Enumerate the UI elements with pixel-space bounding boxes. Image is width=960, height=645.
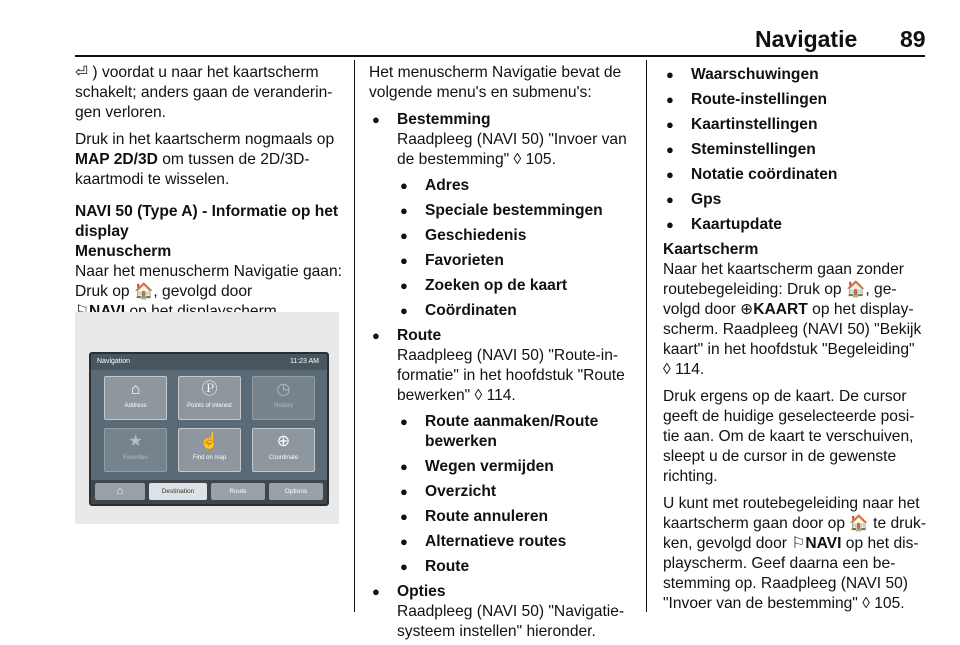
paragraph-2: Druk in het kaartscherm nogmaals op MAP 2D/3D om tussen de 2D/3D- kaartmodi te wisselen. [75, 131, 335, 188]
column-3 [663, 63, 927, 621]
page-number: 89 [900, 26, 926, 52]
column-divider-2 [646, 60, 647, 612]
submenu-list [397, 412, 635, 577]
list-item: ● Gps [663, 190, 927, 210]
subsection-heading: Menuscherm [75, 243, 172, 260]
screen-title: Navigation [97, 358, 131, 365]
submenu-list [397, 176, 635, 321]
bar-home-button[interactable]: ⌂ [95, 483, 145, 500]
list-item: ● Speciale bestemmingen [397, 201, 635, 221]
header-rule [75, 55, 925, 57]
bar-options-button[interactable]: Options [269, 483, 323, 500]
paragraph-3: U kunt met routebegeleiding naar het kaartscherm gaan door op 🏠 te druk- ken, gevolgd door ⚐NAVI op het dis- playscherm. Geef daarna een be- stemming op. Raadpleeg (NAVI 50) "Invoer van de bestemming" ◊ 105. [663, 495, 927, 612]
list-item: ● Route [397, 557, 635, 577]
clock-icon: ◷ [276, 381, 291, 398]
list-item: ● Adres [397, 176, 635, 196]
paragraph-1: Naar het kaartscherm gaan zonder routebegeleiding: Druk op 🏠, ge- volgd door ⊕KAART op het display- scherm. Raadpleeg (NAVI 50) "Bekijk kaart" in het hoofdstuk "Begeleiding" ◊ 114. [663, 261, 922, 378]
column-2 [369, 63, 635, 645]
menu-intro: Het menuscherm Navigatie bevat de volgende menu's en submenu's: [369, 64, 622, 101]
page-ref-icon: ◊ [474, 387, 483, 404]
tile-find-on-map[interactable]: ☝ Find on map [178, 428, 241, 472]
tile-coordinate[interactable]: ⊕ Coordinate [252, 428, 315, 472]
navigation-screenshot [75, 312, 339, 524]
star-icon: ★ [128, 433, 143, 450]
menu-item-label: ● Opties [397, 583, 446, 600]
flag-icon: ⚐ [791, 535, 806, 552]
list-item: ● Route annuleren [397, 507, 635, 527]
tile-points-of-interest[interactable]: Ⓟ Points of interest [178, 376, 241, 420]
list-item: ● Steminstellingen [663, 140, 927, 160]
nav-screen [89, 352, 329, 506]
list-item: ● Kaartinstellingen [663, 115, 927, 135]
screen-title-bar [91, 354, 327, 370]
list-item [369, 326, 635, 577]
button-ref-map: MAP 2D/3D [75, 151, 158, 168]
parking-icon: Ⓟ [201, 381, 218, 398]
paragraph-3: Naar het menuscherm Navigatie gaan: Druk op 🏠, gevolgd door [75, 262, 343, 322]
list-item: ● Overzicht [397, 482, 635, 502]
tile-favorites[interactable]: ★ Favorites [104, 428, 167, 472]
hand-icon: ☝ [199, 433, 220, 450]
list-item [369, 582, 635, 642]
tile-history[interactable]: ◷ History [252, 376, 315, 420]
list-item: ● Notatie coördinaten [663, 165, 927, 185]
menu-item-label: ● Bestemming [397, 111, 491, 128]
bar-route-button[interactable]: Route [211, 483, 265, 500]
section-heading: NAVI 50 (Type A) - Informatie op het display [75, 203, 339, 240]
screen-bottom-bar [91, 480, 327, 504]
home-icon: 🏠 [845, 281, 866, 298]
list-item: ● Favorieten [397, 251, 635, 271]
list-item: ● Route-instellingen [663, 90, 927, 110]
bar-destination-button[interactable]: Destination [149, 483, 207, 500]
list-item: ● Waarschuwingen [663, 65, 927, 85]
home-icon: ⌂ [130, 381, 141, 398]
page-title: Navigatie [755, 26, 858, 52]
screen-time: 11:23 AM [289, 358, 319, 365]
home-icon: 🏠 [133, 283, 154, 300]
menu-list [369, 110, 635, 642]
globe-icon: ⊕ [276, 433, 291, 450]
return-icon: ⏎ [75, 64, 89, 81]
menu-item-label: ● Route [397, 327, 442, 344]
menu-item-reference: Raadpleeg (NAVI 50) "Navigatie- systeem instellen" hieronder. [397, 603, 625, 640]
list-item [369, 110, 635, 321]
list-item: ● Coördinaten [397, 301, 635, 321]
column-divider-1 [354, 60, 355, 612]
page-ref-icon: ◊ [513, 151, 522, 168]
subsection-heading: Kaartscherm [663, 241, 759, 258]
list-item: ● Wegen vermijden [397, 457, 635, 477]
list-item: ● Alternatieve routes [397, 532, 635, 552]
list-item: ● Geschiedenis [397, 226, 635, 246]
list-item: ● Zoeken op de kaart [397, 276, 635, 296]
paragraph-1: ⏎ ) voordat u naar het kaartscherm schakelt; anders gaan de veranderin- gen verloren. [75, 64, 333, 121]
globe-icon: ⊕ [740, 301, 754, 318]
options-submenu-list [663, 65, 927, 235]
page-ref-icon: ◊ [862, 595, 870, 612]
list-item: ● Kaartupdate [663, 215, 927, 235]
page-ref-icon: ◊ [663, 361, 671, 378]
menu-item-reference: Raadpleeg (NAVI 50) "Route-in- formatie" in het hoofdstuk "Route bewerken" ◊ 114. [397, 347, 625, 404]
home-icon: 🏠 [849, 515, 869, 532]
column-1 [75, 63, 343, 329]
tile-address[interactable]: ⌂ Address [104, 376, 167, 420]
menu-item-reference: Raadpleeg (NAVI 50) "Invoer van de bestemming" ◊ 105. [397, 131, 627, 168]
paragraph-2: Druk ergens op de kaart. De cursor geeft de huidige geselecteerde posi- tie aan. Om de kaart te verschuiven, sleept u de cursor in de gewenste richting. [663, 388, 915, 485]
list-item: ● Route aanmaken/Route bewerken [397, 412, 635, 452]
